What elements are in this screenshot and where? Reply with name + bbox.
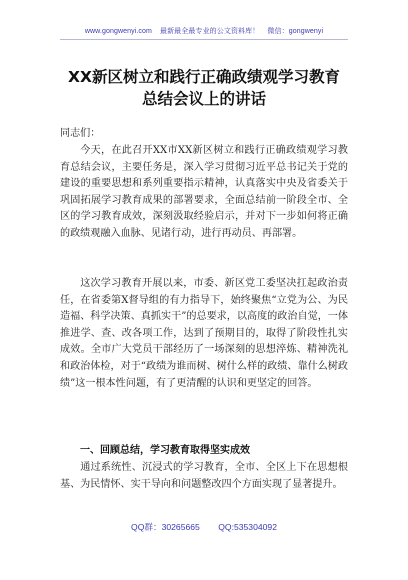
header-wechat: 微信：gongwenyi xyxy=(267,28,324,35)
section-1-heading: 一、回顾总结，学习教育取得坚实成效 xyxy=(80,445,250,456)
paragraph-1-block xyxy=(60,143,348,243)
title-line-1: XX新区树立和践行正确政绩观学习教育 xyxy=(68,68,340,86)
section-1-text: 通过系统性、沉浸式的学习教育，全市、全区上下在思想根基、为民情怀、实干导向和问题整改四个方面实现了显著提升。 xyxy=(60,462,348,490)
paragraph-2: 这次学习教育开展以来，市委、新区党工委坚决扛起政治责任，在省委第X督导组的有力指导下，始终聚焦“立党为公、为民造福、科学决策、真抓实干”的总要求，以高度的政治自觉，一体推进学、查、改各项工作，达到了预期目的，取得了阶段性扎实成效。全市广大党员干部经历了一场深刻的思想淬炼、精神洗礼和政治体检，对于“政绩为谁而树、树什么样的政绩、靠什么树政绩”这一根本性问题，有了更清醒的认识和更坚定的回答。 xyxy=(60,278,348,389)
paragraph-1: 今天，在此召开XX市XX新区树立和践行正确政绩观学习教育总结会议，主要任务是，深入学习贯彻习近平总书记关于党的建设的重要思想和系列重要指示精神，认真落实中央及省委关于巩固拓展学习教育成果的部署要求，全面总结前一阶段全市、全区的学习教育成效，深刻汲取经验启示，并对下一步如何将正确的政绩观融入血脉、见诸行动，进行再动员、再部署。 xyxy=(60,145,348,239)
section-1-text-block xyxy=(60,460,348,493)
header-bar xyxy=(0,26,408,36)
document-title xyxy=(0,66,408,110)
header-site-link[interactable]: www.gongwenyi.com xyxy=(84,28,152,35)
footer-qq-group: QQ群：30265665 xyxy=(131,522,200,532)
paragraph-2-block xyxy=(60,276,348,392)
salutation: 同志们： xyxy=(60,128,101,139)
header-divider xyxy=(60,39,348,40)
footer-qq: QQ:535304092 xyxy=(218,522,277,532)
footer-contact xyxy=(0,521,408,533)
header-slogan: 最新最全最专业的公文资料库！ xyxy=(159,28,260,35)
title-line-2: 总结会议上的讲话 xyxy=(141,90,266,108)
